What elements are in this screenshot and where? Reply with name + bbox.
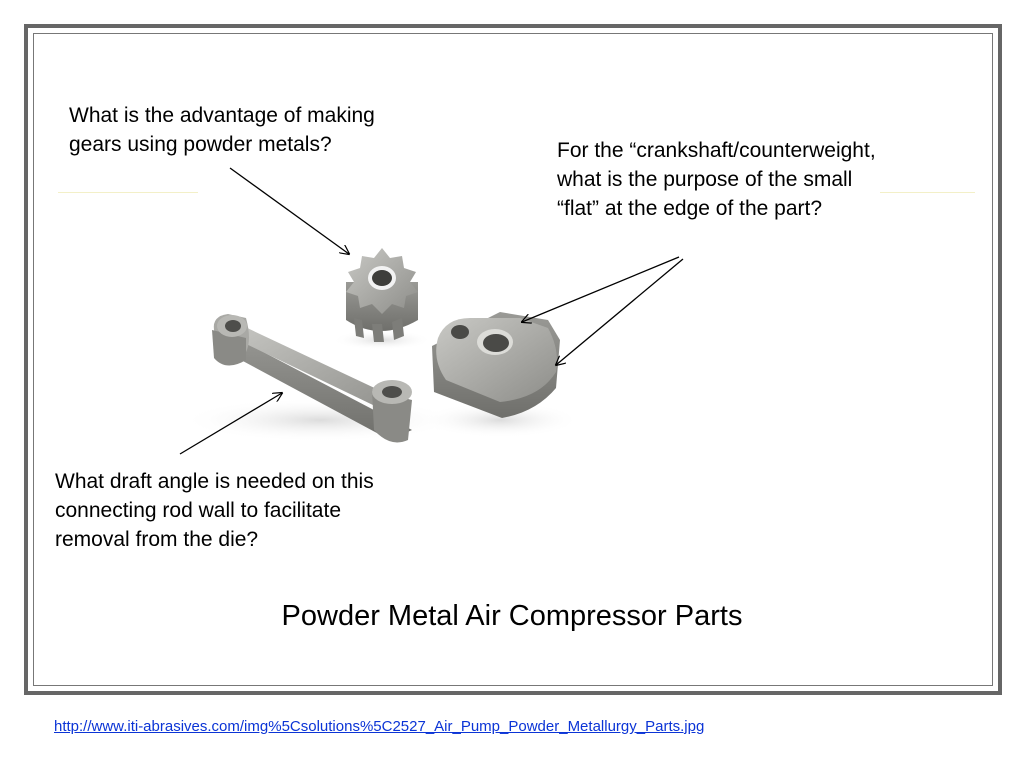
arrow-to-flat-lower: [556, 259, 683, 365]
question-crankshaft-line-3: “flat” at the edge of the part?: [557, 197, 823, 220]
question-draft-line-3: removal from the die?: [55, 528, 259, 551]
gear: [346, 248, 418, 342]
question-gears-line-2: gears using powder metals?: [69, 133, 332, 156]
question-gears-line-1: What is the advantage of making: [69, 104, 375, 127]
slide-caption: Powder Metal Air Compressor Parts: [281, 600, 743, 632]
arrow-to-flat-upper: [522, 257, 679, 322]
question-crankshaft: [557, 136, 876, 223]
question-draft-line-1: What draft angle is needed on this: [55, 470, 374, 493]
counterweight: [432, 312, 560, 418]
rod-shadow: [180, 398, 460, 442]
question-crankshaft-line-2: what is the purpose of the small: [557, 168, 853, 191]
question-gears: [69, 101, 375, 159]
question-crankshaft-line-1: For the “crankshaft/counterweight,: [557, 139, 876, 162]
question-draft-line-2: connecting rod wall to facilitate: [55, 499, 341, 522]
question-draft-angle: [55, 467, 374, 554]
arrow-to-gear: [230, 168, 349, 254]
source-link[interactable]: http://www.iti-abrasives.com/img%5Csolutions%5C2527_Air_Pump_Powder_Metallurgy_Parts.jpg: [54, 718, 705, 735]
